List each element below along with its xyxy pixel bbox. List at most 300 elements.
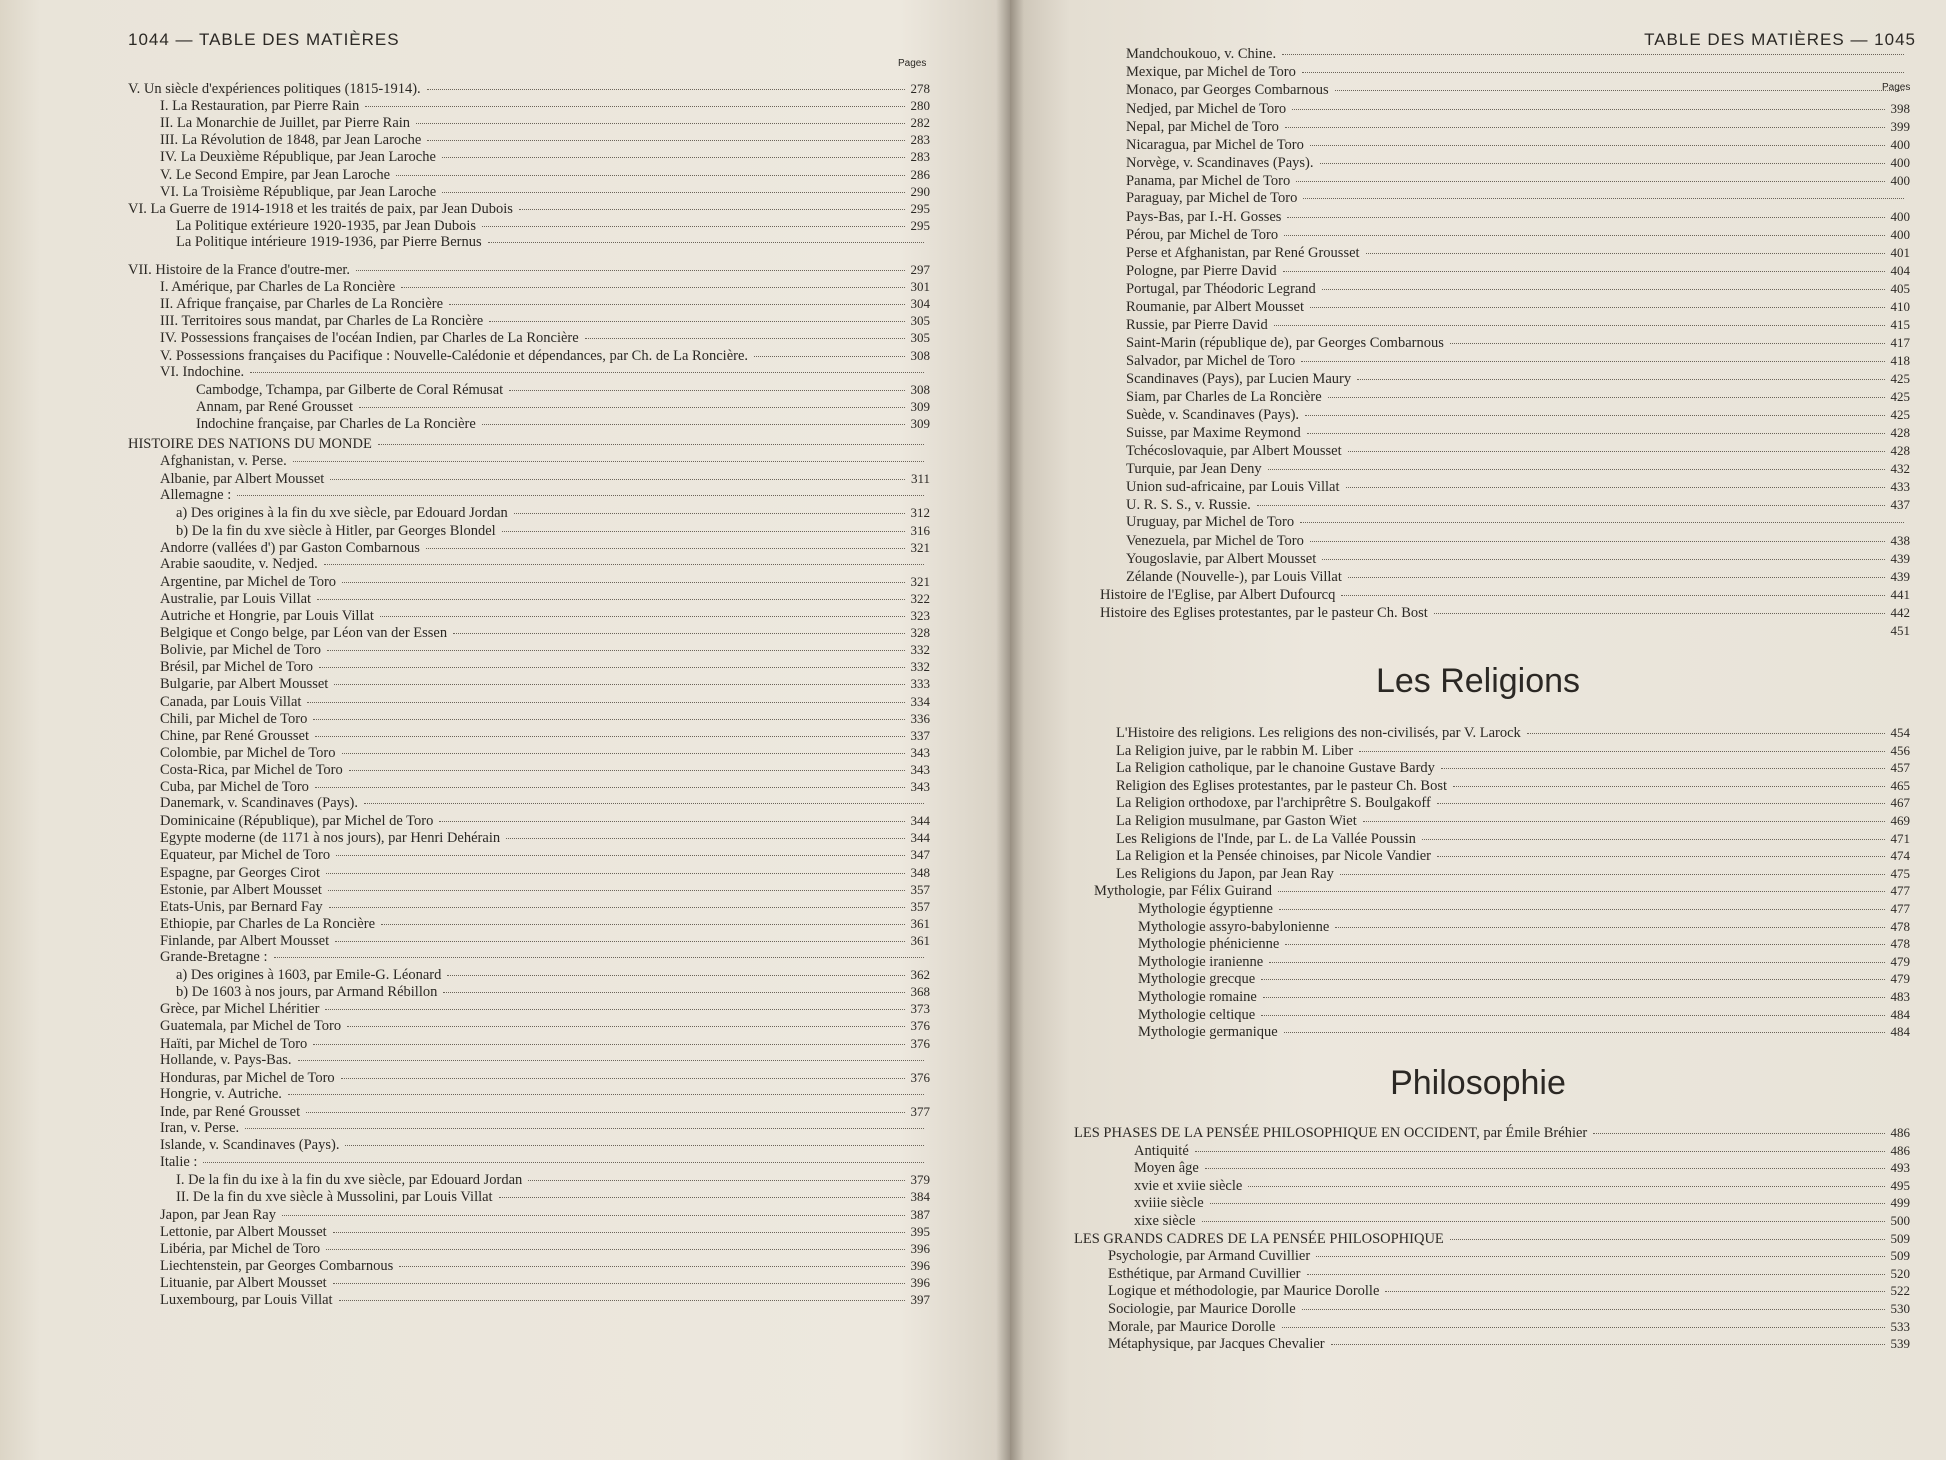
toc-entry-title: Haïti, par Michel de Toro	[160, 1035, 308, 1052]
toc-entry-page: 377	[910, 1103, 930, 1119]
toc-entry-page: 400	[1890, 173, 1910, 188]
toc-entry	[1116, 724, 1910, 741]
toc-entry	[160, 1274, 930, 1291]
toc-entry-title: Mythologie grecque	[1138, 971, 1256, 988]
toc-entry	[1074, 1124, 1910, 1141]
toc-entry-title: Esthétique, par Armand Cuvillier	[1108, 1265, 1301, 1282]
toc-entry-page: 336	[910, 710, 930, 726]
toc-entry	[1126, 190, 1910, 207]
toc-entry-page: 475	[1890, 865, 1910, 881]
toc-entry-title: V. Le Second Empire, par Jean Laroche	[160, 166, 391, 183]
toc-entry	[176, 504, 930, 521]
toc-entry	[176, 966, 930, 983]
toc-entry-page: 400	[1890, 137, 1910, 152]
toc-entry-page: 474	[1890, 848, 1910, 864]
toc-entry	[1126, 568, 1910, 585]
toc-entry-title: Albanie, par Albert Mousset	[160, 471, 325, 488]
toc-entry	[1126, 478, 1910, 495]
dot-leader	[245, 1128, 924, 1129]
toc-entry-title: Pérou, par Michel de Toro	[1126, 227, 1279, 243]
toc-entry	[1116, 812, 1910, 829]
toc-entry	[1126, 82, 1910, 99]
right-running-head: TABLE DES MATIÈRES — 1045	[1644, 30, 1916, 49]
toc-entry-title: b) De 1603 à nos jours, par Armand Rébillon	[176, 984, 438, 1001]
dot-leader	[488, 242, 924, 243]
toc-entry	[160, 166, 930, 183]
toc-entry	[196, 381, 930, 398]
toc-entry	[160, 778, 930, 795]
toc-entry-title: Lettonie, par Albert Mousset	[160, 1223, 327, 1240]
dot-leader	[237, 495, 924, 496]
dot-leader	[306, 1112, 904, 1113]
toc-entry-title: Lituanie, par Albert Mousset	[160, 1274, 327, 1291]
toc-entry-page: 428	[1890, 425, 1910, 440]
toc-entry	[160, 1291, 930, 1308]
toc-entry-title: Arabie saoudite, v. Nedjed.	[160, 555, 318, 572]
toc-entry	[160, 1000, 930, 1017]
toc-entry-page: 297	[910, 262, 930, 277]
toc-entry-page: 344	[910, 830, 930, 846]
toc-entry	[1100, 622, 1910, 639]
toc-entry-title: Moyen âge	[1134, 1160, 1199, 1177]
toc-entry-title: IV. La Deuxième République, par Jean Laroche	[160, 149, 436, 166]
toc-entry	[160, 312, 930, 329]
toc-entry-title: La Politique intérieure 1919-1936, par Pierre Bernus	[176, 233, 482, 250]
toc-entry	[1138, 935, 1910, 952]
toc-entry-page: 323	[910, 608, 930, 623]
toc-entry-page: 442	[1890, 605, 1910, 620]
toc-entry-title: Mythologie germanique	[1138, 1024, 1278, 1041]
dot-leader	[1385, 1291, 1884, 1292]
dot-leader	[1284, 235, 1884, 236]
dot-leader	[298, 1060, 924, 1061]
dot-leader	[1248, 1186, 1884, 1187]
toc-entry	[1126, 388, 1910, 405]
toc-entry-title: Sociologie, par Maurice Dorolle	[1108, 1301, 1296, 1317]
toc-entry	[1134, 1159, 1910, 1176]
dot-leader	[1322, 289, 1885, 290]
toc-entry-title: Mexique, par Michel de Toro	[1126, 64, 1296, 80]
toc-entry-title: Yougoslavie, par Albert Mousset	[1126, 551, 1317, 567]
toc-entry	[1116, 759, 1910, 776]
dot-leader	[336, 855, 904, 856]
toc-entry-title: Etats-Unis, par Bernard Fay	[160, 898, 323, 915]
toc-entry-page: 479	[1890, 971, 1910, 987]
toc-entry	[160, 881, 930, 898]
dot-leader	[1348, 451, 1885, 452]
toc-entry	[1126, 514, 1910, 531]
toc-entry-title: Nedjed, par Michel de Toro	[1126, 101, 1287, 117]
dot-leader	[499, 1197, 905, 1198]
toc-entry-title: II. La Monarchie de Juillet, par Pierre Rain	[160, 115, 411, 132]
toc-entry-page: 471	[1890, 830, 1910, 846]
toc-entry-title: Psychologie, par Armand Cuvillier	[1108, 1248, 1311, 1265]
toc-entry-title: Hongrie, v. Autriche.	[160, 1085, 282, 1102]
toc-entry-title: Finlande, par Albert Mousset	[160, 932, 330, 949]
toc-entry-page: 290	[910, 183, 930, 199]
dot-leader	[326, 873, 905, 874]
dot-leader	[327, 650, 904, 651]
toc-entry	[160, 1120, 930, 1137]
dot-leader	[1346, 487, 1885, 488]
dot-leader	[326, 1249, 904, 1250]
toc-entry-page: 334	[910, 693, 930, 709]
toc-entry-page: 432	[1890, 461, 1910, 476]
dot-leader	[334, 684, 904, 685]
toc-entry	[1126, 280, 1910, 297]
toc-entry	[160, 539, 930, 556]
toc-entry-page: 295	[910, 200, 930, 216]
toc-entry-title: II. De la fin du xve siècle à Mussolini, par Louis Villat	[176, 1189, 493, 1206]
dot-leader	[341, 1078, 905, 1079]
toc-entry	[176, 234, 930, 251]
toc-entry	[160, 114, 930, 131]
dot-leader	[365, 106, 904, 107]
toc-entry-title: Monaco, par Georges Combarnous	[1126, 82, 1329, 98]
toc-entry	[160, 470, 930, 487]
dot-leader	[1422, 839, 1885, 840]
dot-leader	[443, 992, 904, 993]
dot-leader	[585, 338, 905, 339]
toc-entry	[160, 710, 930, 727]
dot-leader	[1302, 72, 1904, 73]
toc-entry-title: Bolivie, par Michel de Toro	[160, 642, 322, 659]
toc-entry	[1126, 550, 1910, 567]
toc-entry	[1126, 244, 1910, 261]
toc-entry-title: Honduras, par Michel de Toro	[160, 1069, 335, 1086]
toc-entry-title: Tchécoslovaquie, par Albert Mousset	[1126, 443, 1342, 459]
toc-entry-title: Suède, v. Scandinaves (Pays).	[1126, 407, 1300, 423]
dot-leader	[1303, 198, 1904, 199]
toc-entry-page: 316	[910, 522, 930, 538]
toc-entry-page: 376	[910, 1035, 930, 1051]
dot-leader	[329, 907, 905, 908]
toc-entry	[160, 1154, 930, 1171]
dot-leader	[335, 941, 904, 942]
toc-entry-page: 415	[1890, 317, 1910, 332]
toc-entry-page: 400	[1890, 209, 1910, 224]
dot-leader	[1202, 1221, 1885, 1222]
dot-leader	[509, 390, 904, 391]
toc-entry	[160, 812, 930, 829]
toc-entry-page: 376	[910, 1018, 930, 1034]
toc-entry-title: Venezuela, par Michel de Toro	[1126, 533, 1304, 549]
toc-entry-title: La Politique extérieure 1920-1935, par Jean Dubois	[176, 217, 476, 234]
toc-entry-page: 478	[1890, 918, 1910, 934]
toc-entry-title: Salvador, par Michel de Toro	[1126, 353, 1296, 369]
toc-entry-page: 283	[910, 132, 930, 148]
toc-entry	[160, 693, 930, 710]
toc-entry-title: Uruguay, par Michel de Toro	[1126, 514, 1295, 530]
toc-entry	[1074, 1230, 1910, 1247]
toc-entry	[1126, 262, 1910, 279]
toc-entry	[160, 1103, 930, 1120]
dot-leader	[359, 407, 904, 408]
dot-leader	[1322, 559, 1884, 560]
toc-entry-title: Colombie, par Michel de Toro	[160, 744, 336, 761]
dot-leader	[307, 702, 904, 703]
toc-entry-title: Mythologie, par Félix Guirand	[1094, 883, 1273, 900]
toc-entry	[1126, 172, 1910, 189]
toc-entry	[1138, 953, 1910, 970]
dot-leader	[364, 803, 924, 804]
toc-entry	[1138, 1006, 1910, 1023]
toc-entry	[176, 983, 930, 1000]
toc-entry-title: Saint-Marin (république de), par Georges Combarnous	[1126, 335, 1444, 351]
toc-entry-page: 373	[910, 1001, 930, 1017]
toc-entry-title: Cuba, par Michel de Toro	[160, 779, 309, 795]
toc-entry	[1138, 1023, 1910, 1040]
toc-entry	[1116, 777, 1910, 794]
dot-leader	[250, 372, 924, 373]
toc-entry-page: 343	[910, 779, 930, 794]
toc-entry	[160, 1257, 930, 1274]
toc-entry-title: VI. La Guerre de 1914-1918 et les traités de paix, par Jean Dubois	[128, 200, 513, 217]
toc-entry-title: Annam, par René Grousset	[196, 398, 354, 415]
dot-leader	[442, 157, 905, 158]
toc-entry-title: Guatemala, par Michel de Toro	[160, 1018, 342, 1035]
toc-entry-page: 509	[1890, 1248, 1910, 1264]
toc-entry	[1108, 1335, 1910, 1352]
toc-entry-page: 404	[1890, 263, 1910, 278]
toc-entry-page: 441	[1890, 587, 1910, 602]
dot-leader	[274, 957, 925, 958]
toc-entry-page: 486	[1890, 1125, 1910, 1140]
toc-entry	[160, 932, 930, 949]
left-pages-label: Pages	[898, 58, 927, 69]
dot-leader	[1284, 1032, 1885, 1033]
toc-entry	[1126, 226, 1910, 243]
toc-entry-page: 361	[910, 932, 930, 948]
toc-entry	[1116, 830, 1910, 847]
dot-leader	[1434, 613, 1885, 614]
dot-leader	[1328, 397, 1885, 398]
toc-entry-title: Equateur, par Michel de Toro	[160, 847, 331, 864]
toc-entry-page: 477	[1890, 883, 1910, 899]
toc-entry-page: 311	[910, 471, 930, 487]
toc-entry-title: Les Religions de l'Inde, par L. de La Vallée Poussin	[1116, 830, 1416, 847]
toc-entry-page: 357	[910, 898, 930, 914]
dot-leader	[342, 753, 905, 754]
dot-leader	[1301, 361, 1884, 362]
dot-leader	[315, 736, 905, 737]
toc-entry	[1108, 1300, 1910, 1317]
dot-leader	[324, 564, 924, 565]
toc-entry	[160, 624, 930, 641]
dot-leader	[1335, 927, 1884, 928]
dot-leader	[1316, 1256, 1884, 1257]
toc-entry-page: 357	[910, 881, 930, 897]
toc-entry-title: Indochine française, par Charles de La Roncière	[196, 415, 476, 432]
toc-entry	[128, 261, 930, 278]
toc-entry	[1100, 604, 1910, 621]
dot-leader	[313, 719, 904, 720]
dot-leader	[1300, 522, 1904, 523]
toc-entry	[160, 590, 930, 607]
toc-entry-title: Russie, par Pierre David	[1126, 317, 1268, 333]
toc-entry-title: Belgique et Congo belge, par Léon van der Essen	[160, 625, 448, 642]
toc-entry-title: Japon, par Jean Ray	[160, 1206, 276, 1223]
toc-entry-page: 280	[910, 98, 930, 114]
toc-entry-page: 499	[1890, 1195, 1910, 1211]
toc-entry-title: Mythologie phénicienne	[1138, 936, 1280, 953]
toc-entry	[160, 347, 930, 364]
toc-entry	[160, 915, 930, 932]
dot-leader	[1363, 821, 1885, 822]
toc-entry-title: La Religion et la Pensée chinoises, par Nicole Vandier	[1116, 848, 1432, 865]
toc-entry	[1108, 1282, 1910, 1299]
dot-leader	[1307, 433, 1885, 434]
toc-entry-page: 397	[910, 1292, 930, 1307]
toc-entry-title: La Religion catholique, par le chanoine Gustave Bardy	[1116, 760, 1435, 777]
toc-entry-title: Les Religions du Japon, par Jean Ray	[1116, 865, 1334, 882]
toc-entry	[160, 453, 930, 470]
toc-entry-page: 479	[1890, 953, 1910, 969]
dot-leader	[349, 770, 905, 771]
toc-entry-page: 486	[1890, 1142, 1910, 1158]
toc-entry-page: 395	[910, 1223, 930, 1239]
toc-entry-title: Suisse, par Maxime Reymond	[1126, 425, 1301, 441]
dot-leader	[427, 140, 904, 141]
toc-entry-page: 539	[1890, 1336, 1910, 1352]
toc-entry	[1126, 370, 1910, 387]
toc-entry-title: Afghanistan, v. Perse.	[160, 453, 287, 470]
toc-entry-title: Pologne, par Pierre David	[1126, 263, 1277, 279]
dot-leader	[1593, 1133, 1884, 1134]
toc-entry-page: 343	[910, 744, 930, 760]
toc-entry	[128, 200, 930, 217]
toc-entry	[160, 329, 930, 346]
dot-leader	[1366, 253, 1885, 254]
toc-entry-page: 295	[910, 217, 930, 233]
toc-entry-title: a) Des origines à la fin du xve siècle, par Edouard Jordan	[176, 505, 508, 522]
toc-entry	[1126, 424, 1910, 441]
dot-leader	[528, 1180, 904, 1181]
dot-leader	[1261, 1015, 1884, 1016]
toc-entry-title: Bulgarie, par Albert Mousset	[160, 676, 329, 693]
toc-entry-page: 457	[1890, 760, 1910, 776]
toc-entry-title: Métaphysique, par Jacques Chevalier	[1108, 1336, 1325, 1353]
toc-entry-page: 410	[1890, 299, 1910, 314]
toc-entry	[1126, 208, 1910, 225]
toc-entry	[1126, 316, 1910, 333]
toc-entry-page: 321	[910, 539, 930, 555]
dot-leader	[330, 479, 905, 480]
toc-entry	[1126, 532, 1910, 549]
dot-leader	[519, 209, 905, 210]
toc-entry-page: 484	[1890, 1006, 1910, 1022]
toc-entry	[1116, 794, 1910, 811]
toc-entry-title: Morale, par Maurice Dorolle	[1108, 1318, 1276, 1335]
toc-entry-title: xixe siècle	[1134, 1213, 1196, 1229]
toc-entry-title: III. Territoires sous mandat, par Charles de La Roncière	[160, 313, 484, 330]
dot-leader	[342, 582, 904, 583]
dot-leader	[449, 304, 904, 305]
toc-entry	[128, 436, 930, 453]
toc-entry	[1094, 882, 1910, 899]
toc-entry	[1134, 1177, 1910, 1194]
dot-leader	[416, 123, 904, 124]
dot-leader	[489, 321, 904, 322]
toc-entry-title: Canada, par Louis Villat	[160, 693, 302, 710]
toc-entry	[160, 795, 930, 812]
toc-entry	[1126, 118, 1910, 135]
toc-entry	[160, 1206, 930, 1223]
dot-leader	[399, 1266, 904, 1267]
toc-entry-page: 376	[910, 1069, 930, 1085]
toc-entry-page: 509	[1890, 1230, 1910, 1246]
dot-leader	[325, 1009, 904, 1010]
toc-entry-page: 321	[910, 573, 930, 589]
toc-entry-page: 308	[910, 381, 930, 397]
dot-leader	[1441, 768, 1885, 769]
toc-entry-title: VII. Histoire de la France d'outre-mer.	[128, 262, 351, 278]
dot-leader	[453, 633, 904, 634]
dot-leader	[1195, 1151, 1885, 1152]
toc-entry	[160, 1240, 930, 1257]
toc-entry-page: 520	[1890, 1265, 1910, 1281]
toc-entry-page: 439	[1890, 551, 1910, 566]
toc-entry	[160, 898, 930, 915]
toc-entry	[1138, 988, 1910, 1005]
dot-leader	[1320, 163, 1885, 164]
toc-entry	[1126, 496, 1910, 513]
toc-entry-title: Religion des Eglises protestantes, par le pasteur Ch. Bost	[1116, 777, 1448, 794]
toc-entry-page: 425	[1890, 407, 1910, 422]
toc-entry	[160, 1069, 930, 1086]
dot-leader	[1285, 944, 1884, 945]
toc-entry-page: 387	[910, 1206, 930, 1222]
toc-entry	[160, 744, 930, 761]
toc-entry	[160, 1017, 930, 1034]
toc-entry-title: Perse et Afghanistan, par René Grousset	[1126, 245, 1360, 261]
dot-leader	[1282, 54, 1904, 55]
toc-entry	[1126, 442, 1910, 459]
toc-entry-page: 465	[1890, 777, 1910, 793]
toc-entry-page: 401	[1890, 245, 1910, 260]
toc-entry-title: Turquie, par Jean Deny	[1126, 461, 1262, 477]
right-page	[1010, 0, 1946, 1460]
dot-leader	[1269, 962, 1884, 963]
toc-entry-page: 467	[1890, 795, 1910, 811]
toc-entry-page: 332	[910, 642, 930, 658]
toc-entry-page: 333	[910, 676, 930, 692]
toc-entry	[160, 183, 930, 200]
toc-entry	[1126, 46, 1910, 63]
toc-entry-title: La Religion juive, par le rabbin M. Liber	[1116, 742, 1354, 759]
dot-leader	[1348, 577, 1885, 578]
dot-leader	[345, 1145, 924, 1146]
toc-entry-title: V. Possessions françaises du Pacifique : Nouvelle-Calédonie et dépendances, par Ch. de La Roncière.	[160, 347, 749, 364]
toc-entry	[160, 131, 930, 148]
toc-entry	[1126, 298, 1910, 315]
dot-leader	[1305, 415, 1884, 416]
dot-leader	[442, 192, 904, 193]
toc-entry-title: III. La Révolution de 1848, par Jean Laroche	[160, 132, 422, 149]
toc-entry	[1126, 136, 1910, 153]
dot-leader	[1307, 1274, 1885, 1275]
toc-entry-title: Chine, par René Grousset	[160, 727, 309, 744]
dot-leader	[1292, 109, 1884, 110]
toc-entry-title: V. Un siècle d'expériences politiques (1815-1914).	[128, 81, 421, 97]
toc-entry	[160, 949, 930, 966]
dot-leader	[1268, 469, 1885, 470]
dot-leader	[293, 461, 924, 462]
dot-leader	[1359, 751, 1884, 752]
toc-entry-title: Portugal, par Théodoric Legrand	[1126, 281, 1316, 297]
toc-entry-page: 309	[910, 398, 930, 414]
dot-leader	[1340, 874, 1885, 875]
